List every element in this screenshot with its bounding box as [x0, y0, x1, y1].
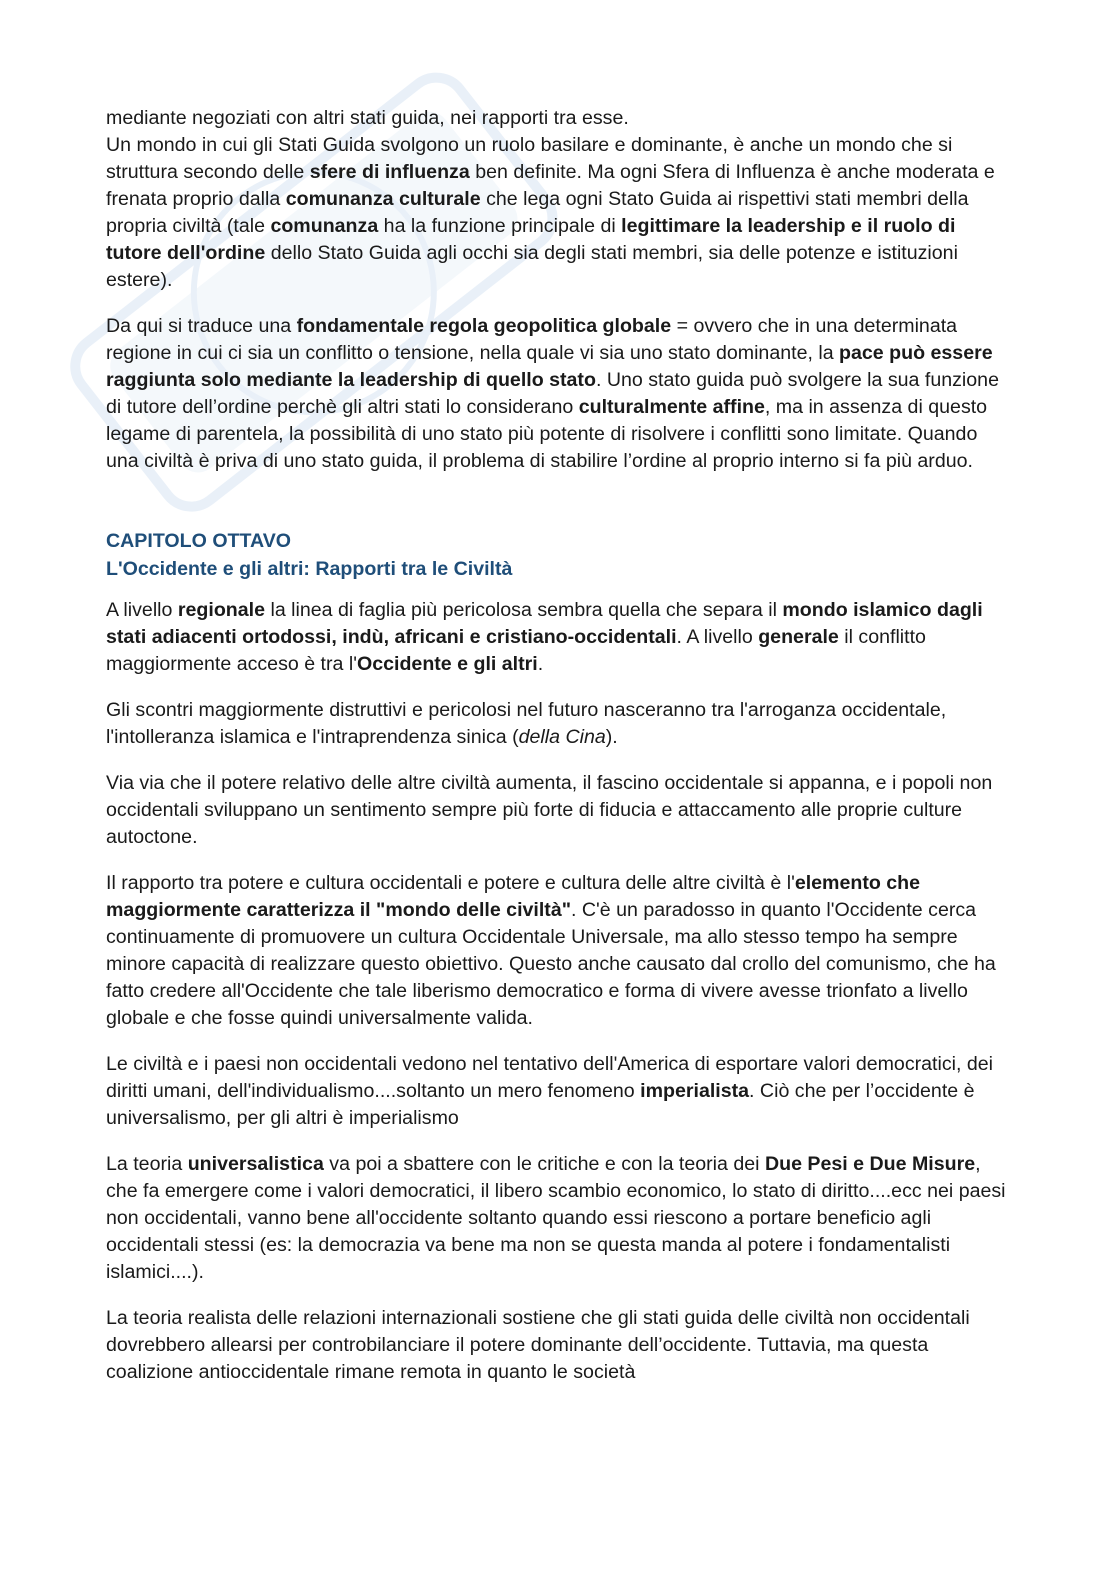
- chapter-number: CAPITOLO OTTAVO: [106, 530, 292, 552]
- paragraph-5: Via via che il potere relativo delle altre civiltà aumenta, il fascino occidentale si appanna, e i popoli non occidentali sviluppano un sentimento sempre più forte di fiducia e attaccamento alle proprie culture autoctone.: [106, 772, 993, 848]
- paragraph-7: Le civiltà e i paesi non occidentali vedono nel tentativo dell'America di esportare valori democratici, dei diritti umani, dell'individualismo....soltanto un mero fenomeno imperialista. Ciò che per l’occidente è universalismo, per gli altri è imperialismo: [106, 1053, 994, 1129]
- document-body: [106, 105, 1011, 1405]
- paragraph-6: Il rapporto tra potere e cultura occidentali e potere e cultura delle altre civiltà è l'elemento che maggiormente caratterizza il "mondo delle civiltà". C'è un paradosso in quanto l'Occidente cerca continuamente di promuovere un cultura Occidentale Universale, ma allo stesso tempo ha sempre minore capacità di realizzare questo obiettivo. Questo anche causato dal crollo del comunismo, che ha fatto credere all'Occidente che tale liberismo democratico e forma di vivere avesse trionfato a livello globale e che fosse quindi universalmente valida.: [106, 872, 996, 1029]
- chapter-title: L'Occidente e gli altri: Rapporti tra le Civiltà: [106, 558, 513, 580]
- paragraph-1: mediante negoziati con altri stati guida, nei rapporti tra esse. Un mondo in cui gli Stati Guida svolgono un ruolo basilare e dominante, è anche un mondo che si struttura secondo delle sfere di influenza ben definite. Ma ogni Sfera di Influenza è anche moderata e frenata proprio dalla comunanza culturale che lega ogni Stato Guida ai rispettivi stati membri della propria civiltà (tale comunanza ha la funzione principale di legittimare la leadership e il ruolo di tutore dell'ordine dello Stato Guida agli occhi sia degli stati membri, sia delle potenze e istituzioni estere).: [106, 107, 995, 291]
- paragraph-8: La teoria universalistica va poi a sbattere con le critiche e con la teoria dei Due Pesi e Due Misure, che fa emergere come i valori democratici, il libero scambio economico, lo stato di diritto....ecc nei paesi non occidentali, vanno bene all'occidente soltanto quando essi riescono a portare beneficio agli occidentali stessi (es: la democrazia va bene ma non se questa manda al potere i fondamentalisti islamici....).: [106, 1153, 1006, 1283]
- paragraph-3: A livello regionale la linea di faglia più pericolosa sembra quella che separa il mondo islamico dagli stati adiacenti ortodossi, indù, africani e cristiano-occidentali. A livello generale il conflitto maggiormente acceso è tra l'Occidente e gli altri.: [106, 599, 983, 675]
- paragraph-9: La teoria realista delle relazioni internazionali sostiene che gli stati guida delle civiltà non occidentali dovrebbero allearsi per controbilanciare il potere dominante dell’occidente. Tuttavia, ma questa coalizione antioccidentale rimane remota in quanto le società: [106, 1307, 970, 1383]
- chapter-heading: [106, 527, 1011, 583]
- paragraph-4: Gli scontri maggiormente distruttivi e pericolosi nel futuro nasceranno tra l'arroganza occidentale, l'intolleranza islamica e l'intraprendenza sinica (della Cina).: [106, 699, 947, 748]
- paragraph-2: Da qui si traduce una fondamentale regola geopolitica globale = ovvero che in una determinata regione in cui ci sia un conflitto o tensione, nella quale vi sia uno stato dominante, la pace può essere raggiunta solo mediante la leadership di quello stato. Uno stato guida può svolgere la sua funzione di tutore dell’ordine perchè gli altri stati lo considerano culturalmente affine, ma in assenza di questo legame di parentela, la possibilità di uno stato più potente di risolvere i conflitti sono limitate. Quando una civiltà è priva di uno stato guida, il problema di stabilire l’ordine al proprio interno si fa più arduo.: [106, 315, 999, 472]
